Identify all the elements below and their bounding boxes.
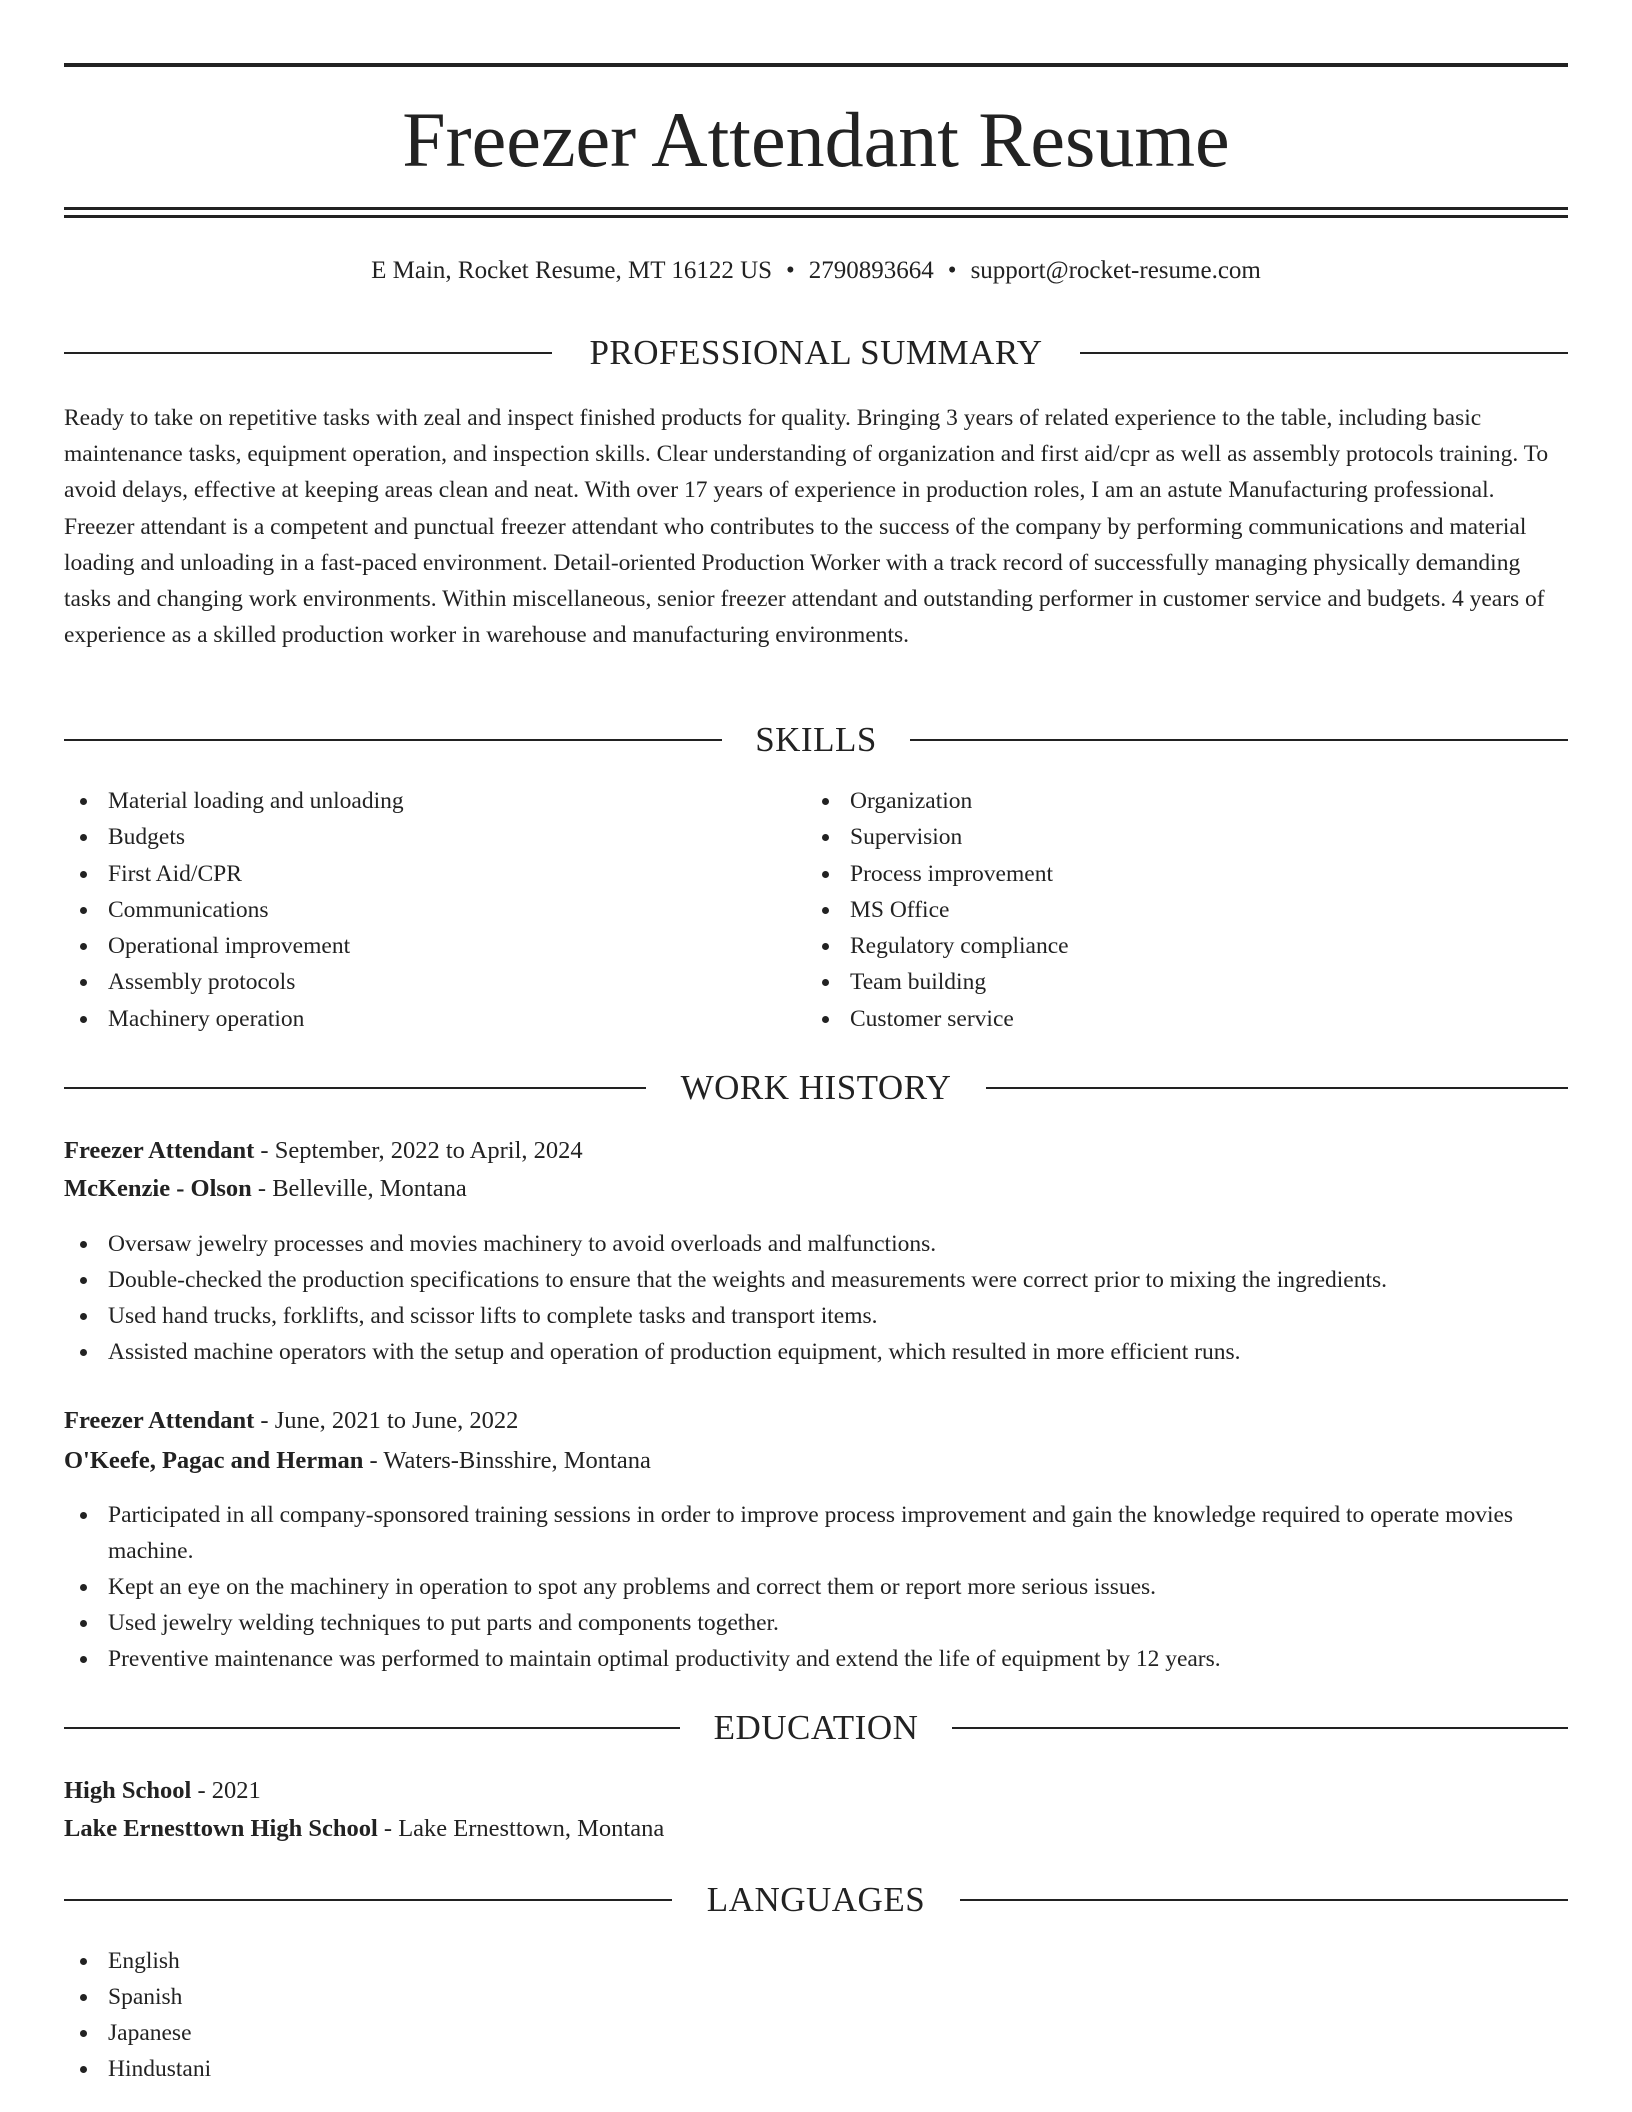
skill-item: Process improvement — [806, 856, 1546, 892]
title-rule-upper — [64, 207, 1568, 210]
job-company: McKenzie - Olson — [64, 1175, 252, 1202]
education-school: Lake Ernesttown High School — [64, 1815, 378, 1842]
skills-list-left — [64, 783, 804, 1037]
skill-item: Customer service — [806, 1001, 1546, 1037]
skill-item: Regulatory compliance — [806, 928, 1546, 964]
job-bullet: Participated in all company-sponsored training sessions in order to improve process improvement and gain the knowledge required to operate movies machine. — [64, 1497, 1568, 1569]
language-item: English — [64, 1943, 1568, 1979]
education-degree-line — [64, 1774, 261, 1808]
job-location: - Belleville, Montana — [257, 1175, 467, 1202]
top-rule — [64, 63, 1568, 67]
job-company-line — [64, 1172, 467, 1206]
job-bullets — [64, 1226, 1568, 1370]
section-title-summary: PROFESSIONAL SUMMARY — [589, 333, 1043, 372]
skill-item: Supervision — [806, 819, 1546, 855]
job-bullet: Oversaw jewelry processes and movies machinery to avoid overloads and malfunctions. — [64, 1226, 1568, 1262]
heading-rule-right — [960, 1899, 1568, 1901]
job-location: - Waters-Binsshire, Montana — [369, 1447, 651, 1474]
language-item: Japanese — [64, 2015, 1568, 2051]
skill-item: Machinery operation — [64, 1001, 804, 1037]
section-title-languages: LANGUAGES — [706, 1880, 926, 1919]
skill-item: Organization — [806, 783, 1546, 819]
skill-item: Team building — [806, 964, 1546, 1000]
job-bullet: Kept an eye on the machinery in operation to spot any problems and correct them or report more serious issues. — [64, 1569, 1568, 1605]
heading-rule-right — [952, 1727, 1568, 1729]
heading-rule-right — [986, 1087, 1568, 1089]
job-bullet: Assisted machine operators with the setup and operation of production equipment, which resulted in more efficient runs. — [64, 1334, 1568, 1370]
contact-line — [64, 254, 1568, 288]
contact-phone: 2790893664 — [808, 257, 934, 284]
job-bullet: Used hand trucks, forklifts, and scissor lifts to complete tasks and transport items. — [64, 1298, 1568, 1334]
skill-item: Operational improvement — [64, 928, 804, 964]
section-title-work-history: WORK HISTORY — [680, 1068, 952, 1107]
section-heading-education — [64, 1706, 1568, 1750]
heading-rule-right — [1080, 352, 1568, 354]
job-title: Freezer Attendant — [64, 1407, 255, 1434]
education-year: - 2021 — [197, 1777, 261, 1804]
job-bullet: Double-checked the production specifications to ensure that the weights and measurements were correct prior to mixing the ingredients. — [64, 1262, 1568, 1298]
section-heading-work-history — [64, 1066, 1568, 1110]
skill-item: Material loading and unloading — [64, 783, 804, 819]
language-item: Spanish — [64, 1979, 1568, 2015]
skill-item: Assembly protocols — [64, 964, 804, 1000]
job-bullets — [64, 1497, 1568, 1677]
language-item: Hindustani — [64, 2051, 1568, 2087]
section-title-skills: SKILLS — [755, 720, 877, 759]
job-bullet: Preventive maintenance was performed to maintain optimal productivity and extend the life of equipment by 12 years. — [64, 1641, 1568, 1677]
languages-list — [64, 1943, 1568, 2087]
education-location: - Lake Ernesttown, Montana — [383, 1815, 665, 1842]
contact-email: support@rocket-resume.com — [970, 257, 1261, 284]
heading-rule-right — [910, 739, 1568, 741]
contact-address: E Main, Rocket Resume, MT 16122 US — [371, 257, 773, 284]
education-school-line — [64, 1812, 664, 1846]
job-title-line — [64, 1134, 583, 1168]
job-title-line — [64, 1404, 518, 1438]
skill-item: Budgets — [64, 819, 804, 855]
title-rule-lower — [64, 215, 1568, 218]
skill-item: Communications — [64, 892, 804, 928]
job-dates: - June, 2021 to June, 2022 — [260, 1407, 519, 1434]
education-degree: High School — [64, 1777, 192, 1804]
section-title-education: EDUCATION — [713, 1708, 919, 1747]
skills-list-right — [806, 783, 1546, 1037]
skill-item: MS Office — [806, 892, 1546, 928]
job-company: O'Keefe, Pagac and Herman — [64, 1447, 364, 1474]
section-heading-summary — [64, 331, 1568, 375]
section-heading-skills — [64, 718, 1568, 762]
job-dates: - September, 2022 to April, 2024 — [260, 1137, 583, 1164]
section-heading-languages — [64, 1878, 1568, 1922]
skill-item: First Aid/CPR — [64, 856, 804, 892]
summary-text: Ready to take on repetitive tasks with zeal and inspect finished products for quality. Bringing 3 years of related experience to the table, including basic maintenance tasks, equipment operation, and inspection skills. Clear understanding of organization and first aid/cpr as well as assembly protocols training. To avoid delays, effective at keeping areas clean and neat. With over 17 years of experience in production roles, I am an astute Manufacturing professional. Freezer attendant is a competent and punctual freezer attendant who contributes to the success of the company by performing communications and material loading and unloading in a fast-paced environment. Detail-oriented Production Worker with a track record of successfully managing physically demanding tasks and changing work environments. Within miscellaneous, senior freezer attendant and outstanding performer in customer service and budgets. 4 years of experience as a skilled production worker in warehouse and manufacturing environments. — [64, 405, 1549, 649]
job-company-line — [64, 1444, 651, 1478]
job-title: Freezer Attendant — [64, 1137, 255, 1164]
contact-separator: • — [947, 257, 957, 284]
resume-title: Freezer Attendant Resume — [402, 96, 1230, 183]
job-bullet: Used jewelry welding techniques to put parts and components together. — [64, 1605, 1568, 1641]
contact-separator: • — [786, 257, 795, 284]
